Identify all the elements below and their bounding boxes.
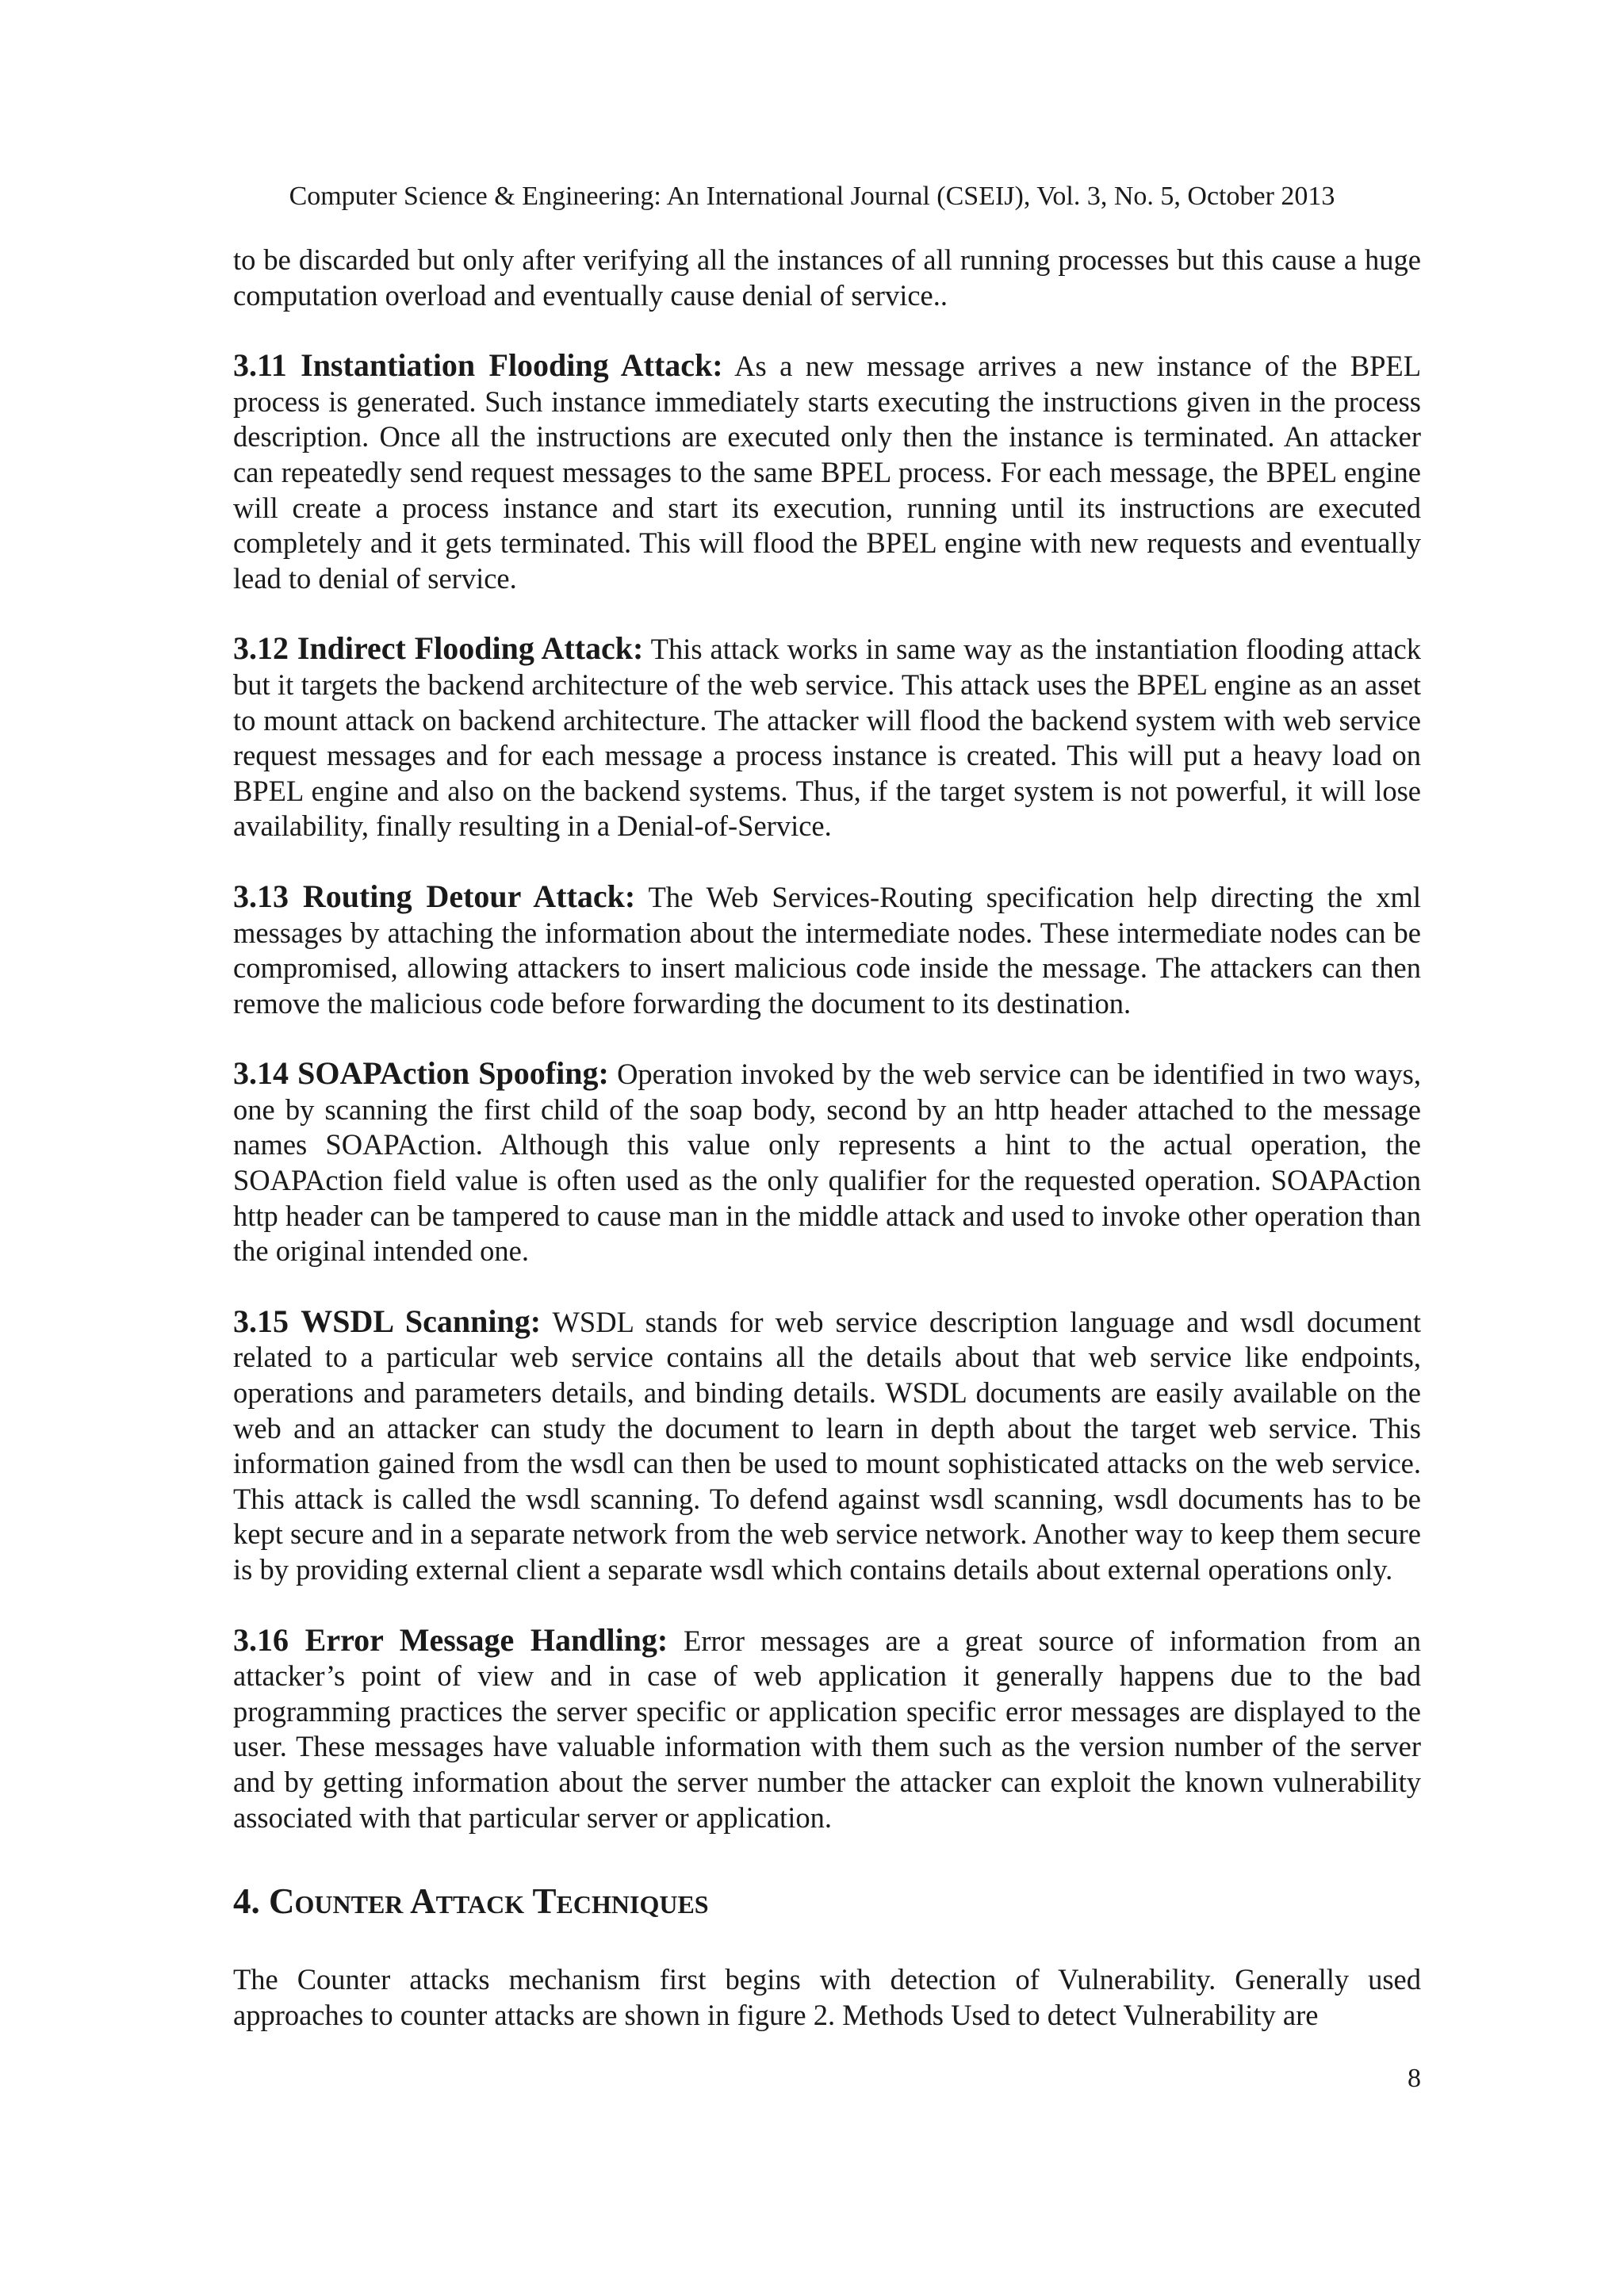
section-text: Error messages are a great source of information from an attacker’s point of view and in case of web application it generally happens due to the bad programming practices the server specific or application specific error messages are displayed to the user. These messages have valuable information with them such as the version number of the server and by getting information about the server number the attacker can exploit the known vulnerability associated with that particular server or application. <box>233 1624 1421 1834</box>
section-text: Operation invoked by the web service can be identified in two ways, one by scanning the first child of the soap body, second by an http header attached to the message names SOAPAction. Although this value only represents a hint to the actual operation, the SOAPAction field value is often used as the only qualifier for the requested operation. SOAPAction http header can be tampered to cause man in the middle attack and used to invoke other operation than the original intended one. <box>233 1058 1422 1268</box>
section-3-13 <box>233 879 1421 1021</box>
intro-paragraph: to be discarded but only after verifying all the instances of all running processes but this cause a huge computation overload and eventually cause denial of service.. <box>233 243 1421 312</box>
section-3-12 <box>233 631 1421 844</box>
section-title: 3.14 SOAPAction Spoofing: <box>233 1055 609 1092</box>
section-3-14 <box>233 1056 1421 1269</box>
section-title: 3.13 Routing Detour Attack: <box>233 878 636 914</box>
section-title: 3.16 Error Message Handling: <box>233 1621 668 1658</box>
page-body <box>233 243 1421 2033</box>
section-3-16 <box>233 1623 1421 1836</box>
section-text: The Web Services-Routing specification help directing the xml messages by attaching the information about the intermediate nodes. These intermediate nodes can be compromised, allowing attackers to insert malicious code inside the message. The attackers can then remove the malicious code before forwarding the document to its destination. <box>233 880 1421 1020</box>
section-text: This attack works in same way as the instantiation flooding attack but it targets the backend architecture of the web service. This attack uses the BPEL engine as an asset to mount attack on backend architecture. The attacker will flood the backend system with web service request messages and for each message a process instance is created. This will put a heavy load on BPEL engine and also on the backend systems. Thus, if the target system is not powerful, it will lose availability, finally resulting in a Denial-of-Service. <box>233 633 1421 843</box>
section-text: WSDL stands for web service description language and wsdl document related to a particular web service contains all the details about that web service like endpoints, operations and parameters details, and binding details. WSDL documents are easily available on the web and an attacker can study the document to learn in depth about the target web service. This information gained from the wsdl can then be used to mount sophisticated attacks on the web service. This attack is called the wsdl scanning. To defend against wsdl scanning, wsdl documents has to be kept secure and in a separate network from the web service network. Another way to keep them secure is by providing external client a separate wsdl which contains details about external operations only. <box>233 1305 1421 1586</box>
section-3-15 <box>233 1304 1421 1588</box>
section-3-11 <box>233 348 1421 596</box>
section-title: 3.11 Instantiation Flooding Attack: <box>233 347 723 384</box>
section-text: As a new message arrives a new instance of the BPEL process is generated. Such instance immediately starts executing the instructions given in the process description. Once all the instructions are executed only then the instance is terminated. An attacker can repeatedly send request messages to the same BPEL process. For each message, the BPEL engine will create a process instance and start its execution, running until its instructions are executed completely and it gets terminated. This will flood the BPEL engine with new requests and eventually lead to denial of service. <box>233 350 1421 595</box>
section-4-paragraph: The Counter attacks mechanism first begins with detection of Vulnerability. Generally used approaches to counter attacks are shown in figure 2. Methods Used to detect Vulnerability are <box>233 1963 1421 2031</box>
section-title: 3.12 Indirect Flooding Attack: <box>233 630 644 667</box>
page-number: 8 <box>1408 2064 1421 2093</box>
section-4-heading: 4. Counter Attack Techniques <box>233 1881 709 1922</box>
running-header: Computer Science & Engineering: An International Journal (CSEIJ), Vol. 3, No. 5, October 2013 <box>289 182 1335 211</box>
section-title: 3.15 WSDL Scanning: <box>233 1303 542 1339</box>
